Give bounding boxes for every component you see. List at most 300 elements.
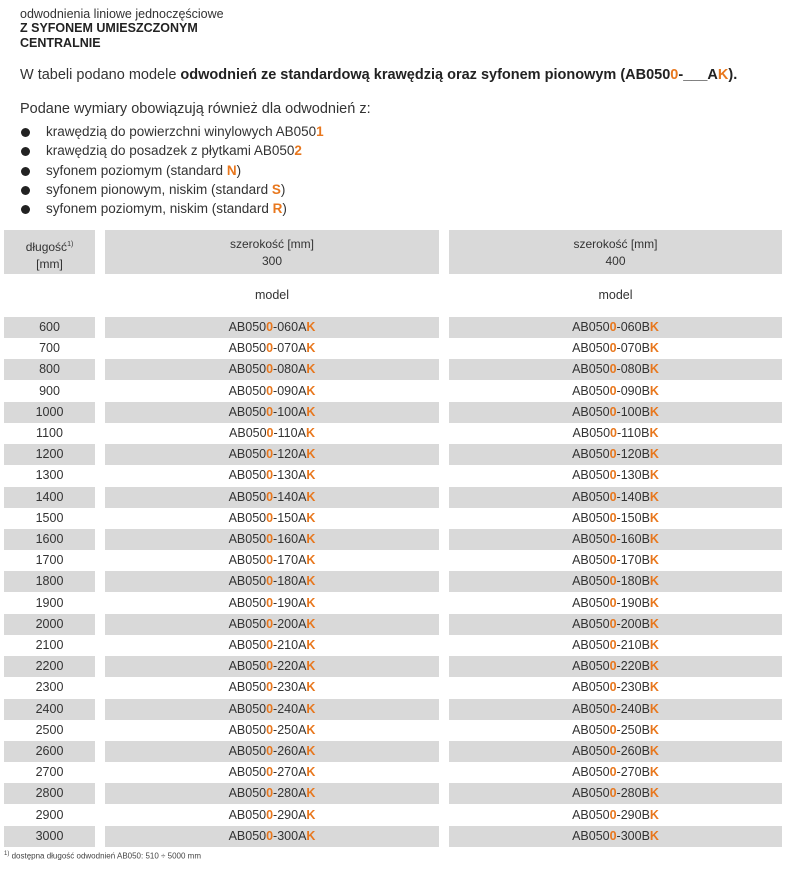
list-item-accent: S (271, 181, 281, 197)
model-accent-digit: 0 (266, 489, 274, 504)
model-accent-letter: K (649, 383, 659, 398)
model-code: -140B (616, 489, 650, 504)
model-cell-300 (105, 720, 439, 741)
model-prefix: AB050 (228, 722, 267, 737)
model-code: -280B (616, 786, 650, 801)
model-cell-300 (105, 402, 439, 423)
model-accent-letter: K (306, 404, 316, 419)
model-cell-300 (105, 359, 439, 380)
model-code: -110B (617, 426, 650, 440)
model-accent-digit: 0 (266, 404, 274, 419)
model-code: -100B (616, 404, 650, 419)
header-width-300 (105, 230, 439, 274)
model-accent-digit: 0 (609, 489, 617, 504)
table-row (0, 614, 790, 635)
model-code: -290A (273, 807, 307, 822)
length-cell: 600 (4, 317, 95, 338)
bullet-icon (21, 186, 30, 195)
model-cell-400 (449, 699, 782, 720)
model-code: -170B (616, 553, 650, 568)
model-prefix: AB050 (228, 574, 267, 589)
model-cell-400 (449, 805, 782, 826)
model-code: -200B (616, 616, 650, 631)
list-item (20, 122, 324, 141)
header-length (4, 230, 95, 274)
model-accent-digit: 0 (609, 383, 617, 398)
model-accent-digit: 0 (609, 680, 617, 695)
model-cell-400 (449, 444, 782, 465)
table-row (0, 656, 790, 677)
model-prefix: AB050 (228, 786, 267, 801)
model-cell-400 (449, 677, 782, 698)
model-code: -300A (273, 828, 307, 843)
model-code: -100A (273, 404, 307, 419)
list-item-text: krawędzią do powierzchni winylowych AB050 (46, 124, 317, 139)
page-title-line1: Z SYFONEM UMIESZCZONYM (20, 21, 198, 35)
model-code: -200A (273, 616, 307, 631)
model-prefix: AB050 (572, 362, 610, 377)
model-accent-letter: K (649, 489, 659, 504)
model-prefix: AB050 (572, 341, 610, 356)
model-prefix: AB050 (228, 765, 267, 780)
table-row (0, 783, 790, 804)
footnote (4, 851, 201, 861)
length-cell: 2200 (4, 656, 95, 677)
model-cell-300 (105, 805, 439, 826)
model-prefix: AB050 (572, 426, 611, 440)
list-item-accent: N (226, 162, 237, 178)
model-accent-letter: K (306, 616, 316, 631)
length-cell: 1700 (35, 553, 64, 568)
model-accent-digit: 0 (266, 320, 274, 334)
model-cell-400 (449, 381, 782, 402)
model-prefix: AB050 (228, 383, 267, 398)
model-prefix: AB050 (228, 447, 267, 462)
model-code: -150B (616, 510, 650, 525)
model-code: -170A (273, 553, 307, 568)
model-cell-300 (105, 444, 439, 465)
model-code: -060B (616, 320, 650, 334)
table-row (0, 699, 790, 720)
list-item-text: syfonem pionowym, niskim (standard (46, 181, 272, 197)
model-accent-letter: K (649, 616, 659, 631)
table-row (0, 826, 790, 847)
model-accent-letter: K (305, 426, 315, 440)
model-cell-400 (449, 720, 782, 741)
model-accent-digit: 0 (609, 701, 617, 716)
length-cell: 2300 (35, 680, 64, 695)
model-accent-letter: K (306, 341, 316, 356)
model-accent-digit: 0 (609, 553, 617, 568)
header-width-400 (449, 230, 782, 274)
model-code: -060A (273, 320, 307, 334)
length-cell: 1500 (35, 510, 64, 525)
model-prefix: AB050 (229, 426, 267, 440)
model-accent-letter: K (649, 362, 659, 377)
model-cell-300 (105, 465, 439, 486)
header-width-value: 400 (605, 254, 626, 268)
model-code: -250A (273, 722, 307, 737)
model-accent-letter: K (306, 765, 316, 780)
model-cell-400 (449, 593, 782, 614)
model-accent-letter: K (306, 638, 316, 652)
model-cell-300 (105, 423, 439, 444)
length-cell: 1100 (36, 426, 63, 440)
model-accent-digit: 0 (609, 595, 617, 610)
model-code: -070A (273, 341, 307, 356)
variant-list (20, 122, 324, 218)
model-accent-letter: K (649, 680, 659, 695)
table-row (0, 465, 790, 486)
list-item (20, 199, 324, 218)
length-cell: 1800 (4, 571, 95, 592)
model-accent-letter: K (649, 638, 659, 652)
model-code: -140A (273, 489, 307, 504)
model-code: -220B (616, 659, 650, 674)
header-width-label: szerokość [mm] (573, 237, 658, 251)
model-accent-letter: K (306, 786, 316, 801)
model-prefix: AB050 (228, 468, 267, 483)
model-accent-digit: 0 (266, 744, 274, 758)
table-row (0, 720, 790, 741)
length-cell: 1000 (4, 402, 95, 423)
table-row (0, 805, 790, 826)
model-accent-digit: 0 (266, 595, 274, 610)
model-prefix: AB050 (572, 786, 610, 801)
model-accent-digit: 0 (609, 828, 617, 843)
model-code: -260B (616, 744, 650, 758)
model-accent-letter: K (649, 320, 659, 334)
model-code: -280A (273, 786, 307, 801)
length-cell: 3000 (4, 826, 95, 847)
model-prefix: AB050 (228, 680, 267, 695)
model-accent-letter: K (306, 680, 316, 695)
model-accent-letter: K (649, 659, 659, 674)
length-cell: 2800 (4, 783, 95, 804)
model-accent-letter: K (306, 320, 316, 334)
model-accent-digit: 0 (266, 362, 274, 377)
model-code: -080A (273, 362, 307, 377)
list-item-accent: 1 (316, 124, 324, 139)
header-width-value: 300 (261, 254, 283, 268)
model-accent-digit: 0 (266, 532, 274, 546)
bullet-icon (21, 147, 30, 156)
model-accent-digit: 0 (266, 447, 274, 462)
model-accent-digit: 0 (609, 447, 617, 462)
model-code: -260A (273, 744, 307, 758)
model-accent-digit: 0 (266, 638, 274, 652)
model-code: -270A (273, 765, 307, 780)
bullet-icon (21, 205, 30, 214)
model-code: -270B (616, 765, 650, 780)
intro-prefix: W tabeli podano modele (20, 67, 181, 83)
model-accent-letter: K (306, 744, 316, 758)
model-prefix: AB050 (572, 553, 610, 568)
model-prefix: AB050 (572, 638, 610, 652)
model-cell-300 (105, 614, 439, 635)
model-cell-400 (449, 826, 782, 847)
model-cell-300 (105, 529, 439, 550)
model-prefix: AB050 (228, 362, 267, 377)
model-prefix: AB050 (228, 638, 267, 652)
table-row (0, 677, 790, 698)
model-code: -240A (273, 701, 307, 716)
model-accent-letter: K (649, 553, 659, 568)
table-row (0, 359, 790, 380)
model-accent-letter: K (306, 362, 316, 377)
list-item (20, 161, 324, 180)
model-accent-digit: 0 (609, 786, 617, 801)
table-row (0, 571, 790, 592)
model-accent-digit: 0 (266, 341, 274, 356)
model-cell-300 (105, 571, 439, 592)
table-row (0, 529, 790, 550)
table-row (0, 381, 790, 402)
model-code: -130B (616, 468, 650, 483)
model-accent-letter: K (306, 489, 316, 504)
model-cell-400 (449, 635, 782, 656)
model-prefix: AB050 (228, 828, 267, 843)
intro-bold-mid: -___A (678, 67, 718, 83)
model-accent-letter: K (306, 532, 316, 546)
model-cell-300 (105, 762, 439, 783)
model-accent-digit: 0 (609, 320, 617, 334)
model-cell-300 (105, 381, 439, 402)
model-code: -180B (616, 574, 650, 589)
model-accent-digit: 0 (266, 616, 274, 631)
model-accent-letter: K (306, 722, 316, 737)
model-cell-300 (105, 487, 439, 508)
model-prefix: AB050 (572, 616, 610, 631)
list-item-suffix: ) (280, 181, 286, 197)
model-prefix: AB050 (228, 404, 267, 419)
length-cell: 900 (39, 383, 60, 398)
table-row (0, 402, 790, 423)
list-item-accent: R (272, 201, 283, 217)
model-accent-letter: K (306, 828, 316, 843)
model-code: -240B (616, 701, 650, 716)
model-prefix: AB050 (572, 574, 610, 589)
model-code: -090A (273, 383, 307, 398)
model-accent-digit: 0 (266, 574, 274, 589)
model-prefix: AB050 (572, 765, 610, 780)
table-row (0, 762, 790, 783)
header-length-label: długość (25, 240, 68, 254)
model-accent-letter: K (649, 701, 659, 716)
model-accent-letter: K (649, 341, 659, 356)
length-cell: 2700 (35, 765, 64, 780)
footnote-ref: 1) (67, 241, 74, 248)
model-cell-400 (449, 741, 782, 762)
model-accent-digit: 0 (266, 701, 274, 716)
length-cell: 700 (39, 341, 60, 356)
model-accent-digit: 0 (609, 574, 617, 589)
model-code: -120A (273, 447, 307, 462)
intro-accent-digit: 0 (670, 67, 679, 83)
model-prefix: AB050 (228, 595, 267, 610)
model-prefix: AB050 (572, 595, 610, 610)
table-row (0, 317, 790, 338)
list-item-text: syfonem poziomym (standard (46, 162, 227, 178)
length-cell: 1400 (4, 487, 95, 508)
model-prefix: AB050 (572, 383, 610, 398)
model-code: -210B (616, 638, 650, 652)
model-prefix: AB050 (572, 722, 610, 737)
model-code: -190A (273, 595, 307, 610)
model-code: -230B (616, 680, 650, 695)
model-code: -080B (616, 362, 650, 377)
model-prefix: AB050 (572, 447, 610, 462)
model-cell-300 (105, 317, 439, 338)
model-prefix: AB050 (228, 510, 267, 525)
model-cell-400 (449, 487, 782, 508)
model-accent-letter: K (649, 828, 659, 843)
category-label: odwodnienia liniowe jednoczęściowe (20, 7, 224, 21)
model-accent-digit: 0 (609, 404, 617, 419)
footnote-text: dostępna długość odwodnień AB050: 510 ÷ 5000 mm (9, 851, 201, 861)
model-cell-400 (449, 614, 782, 635)
model-accent-digit: 0 (266, 510, 274, 525)
model-cell-300 (105, 783, 439, 804)
model-code: -130A (273, 468, 307, 483)
model-accent-letter: K (649, 786, 659, 801)
model-prefix: AB050 (228, 489, 267, 504)
model-cell-300 (105, 677, 439, 698)
model-accent-letter: K (649, 595, 659, 610)
model-accent-letter: K (306, 383, 316, 398)
model-accent-digit: 0 (610, 426, 617, 440)
model-code: -180A (273, 574, 307, 589)
model-cell-300 (105, 741, 439, 762)
model-code: -250B (616, 722, 650, 737)
length-cell: 2500 (35, 722, 64, 737)
model-cell-400 (449, 508, 782, 529)
model-prefix: AB050 (572, 807, 610, 822)
model-accent-letter: K (306, 807, 316, 822)
model-code: -290B (616, 807, 650, 822)
list-item-text: krawędzią do posadzek z płytkami AB050 (46, 143, 295, 159)
model-prefix: AB050 (228, 744, 267, 758)
model-prefix: AB050 (572, 320, 610, 334)
model-accent-digit: 0 (266, 680, 274, 695)
table-row (0, 508, 790, 529)
model-label-400: model (598, 288, 633, 302)
model-prefix: AB050 (572, 532, 610, 546)
model-code: -160B (616, 532, 650, 546)
model-label-300: model (254, 288, 290, 302)
model-code: -110A (273, 426, 306, 440)
model-cell-400 (449, 762, 782, 783)
model-cell-400 (449, 550, 782, 571)
also-applies-text: Podane wymiary obowiązują również dla odwodnień z: (20, 101, 371, 117)
model-cell-300 (105, 635, 439, 656)
intro-bold-text: odwodnień ze standardową krawędzią oraz syfonem pionowym (AB050 (180, 67, 671, 83)
footnote-marker: 1) (4, 851, 10, 857)
model-cell-300 (105, 826, 439, 847)
model-accent-digit: 0 (609, 616, 617, 631)
model-accent-letter: K (649, 510, 659, 525)
model-accent-digit: 0 (266, 426, 274, 440)
model-cell-300 (105, 338, 439, 359)
model-accent-letter: K (649, 722, 659, 737)
model-accent-digit: 0 (609, 765, 617, 780)
model-code: -120B (616, 447, 650, 462)
model-cell-400 (449, 571, 782, 592)
model-accent-letter: K (306, 468, 316, 483)
length-cell: 2100 (35, 638, 64, 652)
model-accent-letter: K (306, 447, 316, 462)
model-accent-letter: K (306, 659, 316, 674)
model-accent-digit: 0 (609, 362, 617, 377)
model-accent-digit: 0 (266, 786, 274, 801)
model-prefix: AB050 (228, 341, 267, 356)
model-accent-letter: K (649, 447, 659, 462)
model-accent-digit: 0 (609, 722, 617, 737)
list-item-suffix: ) (282, 201, 287, 217)
length-cell: 1300 (35, 468, 64, 483)
model-accent-letter: K (649, 468, 659, 483)
model-accent-letter: K (649, 404, 659, 419)
table-row (0, 444, 790, 465)
model-prefix: AB050 (572, 701, 610, 716)
model-accent-letter: K (649, 765, 659, 780)
length-cell: 2600 (4, 741, 95, 762)
model-accent-digit: 0 (266, 659, 274, 674)
model-cell-400 (449, 359, 782, 380)
model-cell-400 (449, 338, 782, 359)
list-item-accent: 2 (294, 143, 302, 159)
model-prefix: AB050 (572, 510, 610, 525)
model-accent-digit: 0 (609, 659, 617, 674)
length-cell: 1600 (4, 529, 95, 550)
model-cell-400 (449, 529, 782, 550)
length-cell: 2000 (4, 614, 95, 635)
model-cell-400 (449, 656, 782, 677)
table-row (0, 635, 790, 656)
model-accent-letter: K (649, 574, 659, 589)
header-width-label: szerokość [mm] (229, 237, 314, 251)
table-row (0, 487, 790, 508)
model-cell-400 (449, 783, 782, 804)
header-length-unit: [mm] (36, 257, 63, 271)
model-code: -160A (273, 532, 307, 546)
model-accent-letter: K (306, 701, 316, 716)
model-accent-digit: 0 (266, 828, 274, 843)
model-prefix: AB050 (228, 320, 267, 334)
intro-bold (180, 67, 737, 83)
model-prefix: AB050 (572, 659, 610, 674)
model-code: -220A (273, 659, 307, 674)
model-accent-digit: 0 (266, 553, 274, 568)
model-cell-400 (449, 465, 782, 486)
list-item (20, 180, 324, 199)
table-row (0, 423, 790, 444)
model-accent-letter: K (649, 744, 659, 758)
intro-accent-letter: K (717, 67, 729, 83)
intro-bold-end: ). (728, 67, 738, 83)
page-title-line2: CENTRALNIE (20, 36, 101, 50)
model-prefix: AB050 (228, 701, 267, 716)
table-row (0, 550, 790, 571)
model-cell-300 (105, 593, 439, 614)
list-item-text: syfonem poziomym, niskim (standard (46, 201, 273, 217)
list-item (20, 141, 324, 160)
model-accent-letter: K (306, 510, 316, 525)
length-cell: 2400 (4, 699, 95, 720)
model-accent-digit: 0 (609, 638, 617, 652)
model-prefix: AB050 (572, 489, 610, 504)
length-cell: 1900 (35, 595, 64, 610)
